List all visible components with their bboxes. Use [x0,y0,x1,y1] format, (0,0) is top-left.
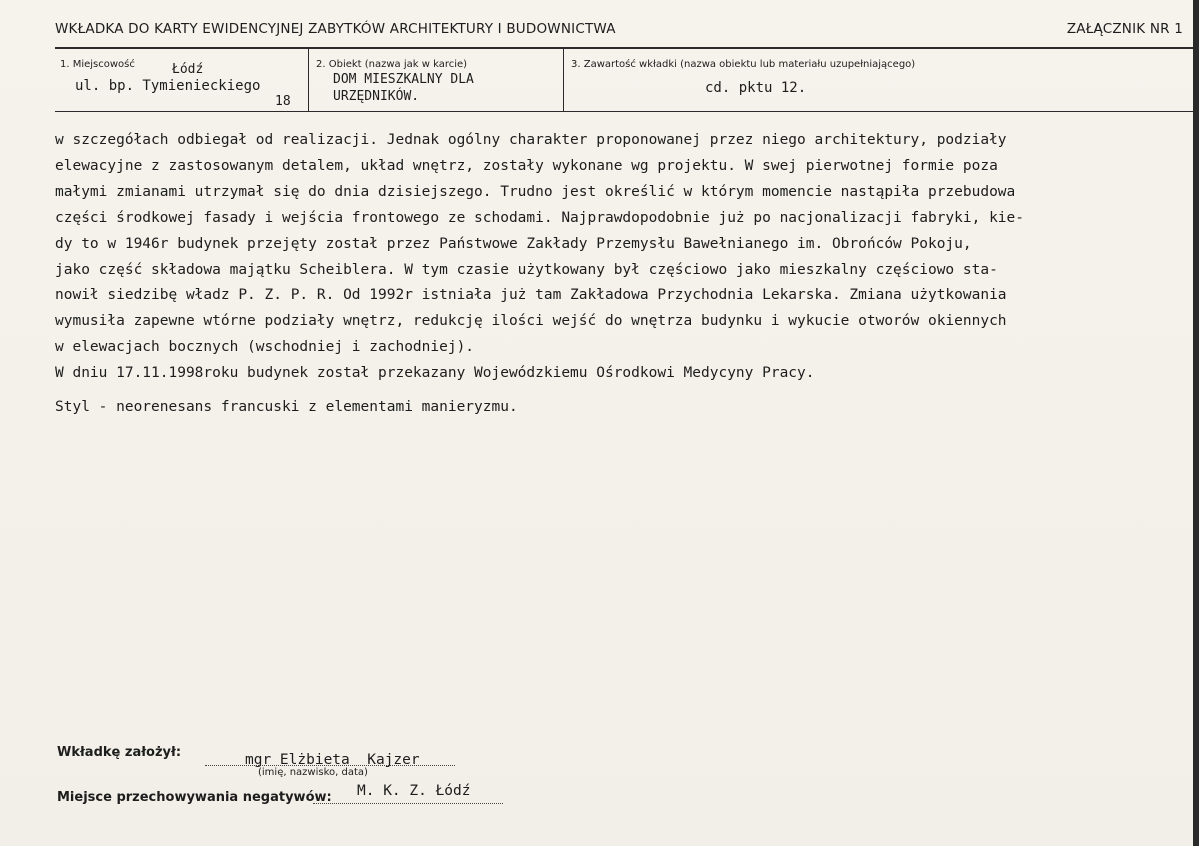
field-divider-1 [308,49,309,111]
body-text [55,128,1195,421]
place-city: Łódź [172,62,204,77]
attachment-number: ZAŁĄCZNIK NR 1 [1066,21,1183,37]
author-label: Wkładkę założył: [57,745,182,760]
place-street: ul. bp. Tymienieckiego [75,78,261,94]
object-name-line2: URZĘDNIKÓW. [333,89,420,104]
place-label: 1. Miejscowość [60,59,135,70]
author-sub-label: (imię, nazwisko, data) [258,767,368,778]
place-number: 18 [275,94,291,109]
body-line: wymusiła zapewne wtórne podziały wnętrz, redukcję ilości wejść do wnętrza budynku i wykucie otworów okiennych [55,313,1007,330]
body-line: elewacyjne z zastosowanym detalem, układ wnętrz, zostały wykonane wg projektu. W swej pierwotnej formie poza [55,157,998,174]
field-divider-2 [563,49,564,111]
content-label: 3. Zawartość wkładki (nazwa obiektu lub materiału uzupełniającego) [571,59,916,70]
body-line: dy to w 1946r budynek przejęty został przez Państwowe Zakłady Przemysłu Bawełnianego im. Obrońców Pokoju, [55,235,972,252]
card-title: WKŁADKA DO KARTY EWIDENCYJNEJ ZABYTKÓW ARCHITEKTURY I BUDOWNICTWA [55,21,616,37]
header-rule [55,47,1195,49]
storage-dotted-line [313,803,503,804]
storage-label: Miejsce przechowywania negatywów: [57,790,332,805]
body-line: w elewacjach bocznych (wschodniej i zachodniej). [55,339,475,356]
object-name-line1: DOM MIESZKALNY DLA [333,72,474,87]
body-line: części środkowej fasady i wejścia frontowego ze schodami. Najprawdopodobnie już po nacjonalizacji fabryki, kie- [55,209,1025,226]
body-line: w szczegółach odbiegał od realizacji. Jednak ogólny charakter proponowanej przez niego architektury, podziały [55,132,1007,148]
body-line: W dniu 17.11.1998roku budynek został przekazany Wojewódzkiemu Ośrodkowi Medycyny Pracy. [55,365,815,382]
body-line: jako część składowa majątku Scheiblera. W tym czasie użytkowany był częściowo jako mieszkalny częściowo sta- [55,261,998,278]
content-value: cd. pktu 12. [705,80,807,96]
body-line: nowił siedzibę władz P. Z. P. R. Od 1992r istniała już tam Zakładowa Przychodnia Lekarska. Zmiana użytkowania [55,287,1007,304]
author-value: mgr Elżbieta Kajzer [245,752,420,768]
style-line: Styl - neorenesans francuski z elementami manieryzmu. [55,399,518,416]
fields-rule [55,111,1195,112]
object-label: 2. Obiekt (nazwa jak w karcie) [316,59,468,70]
storage-value: M. K. Z. Łódź [357,783,471,799]
body-line: małymi zmianami utrzymał się do dnia dzisiejszego. Trudno jest określić w którym momencie nastąpiła przebudowa [55,183,1016,200]
